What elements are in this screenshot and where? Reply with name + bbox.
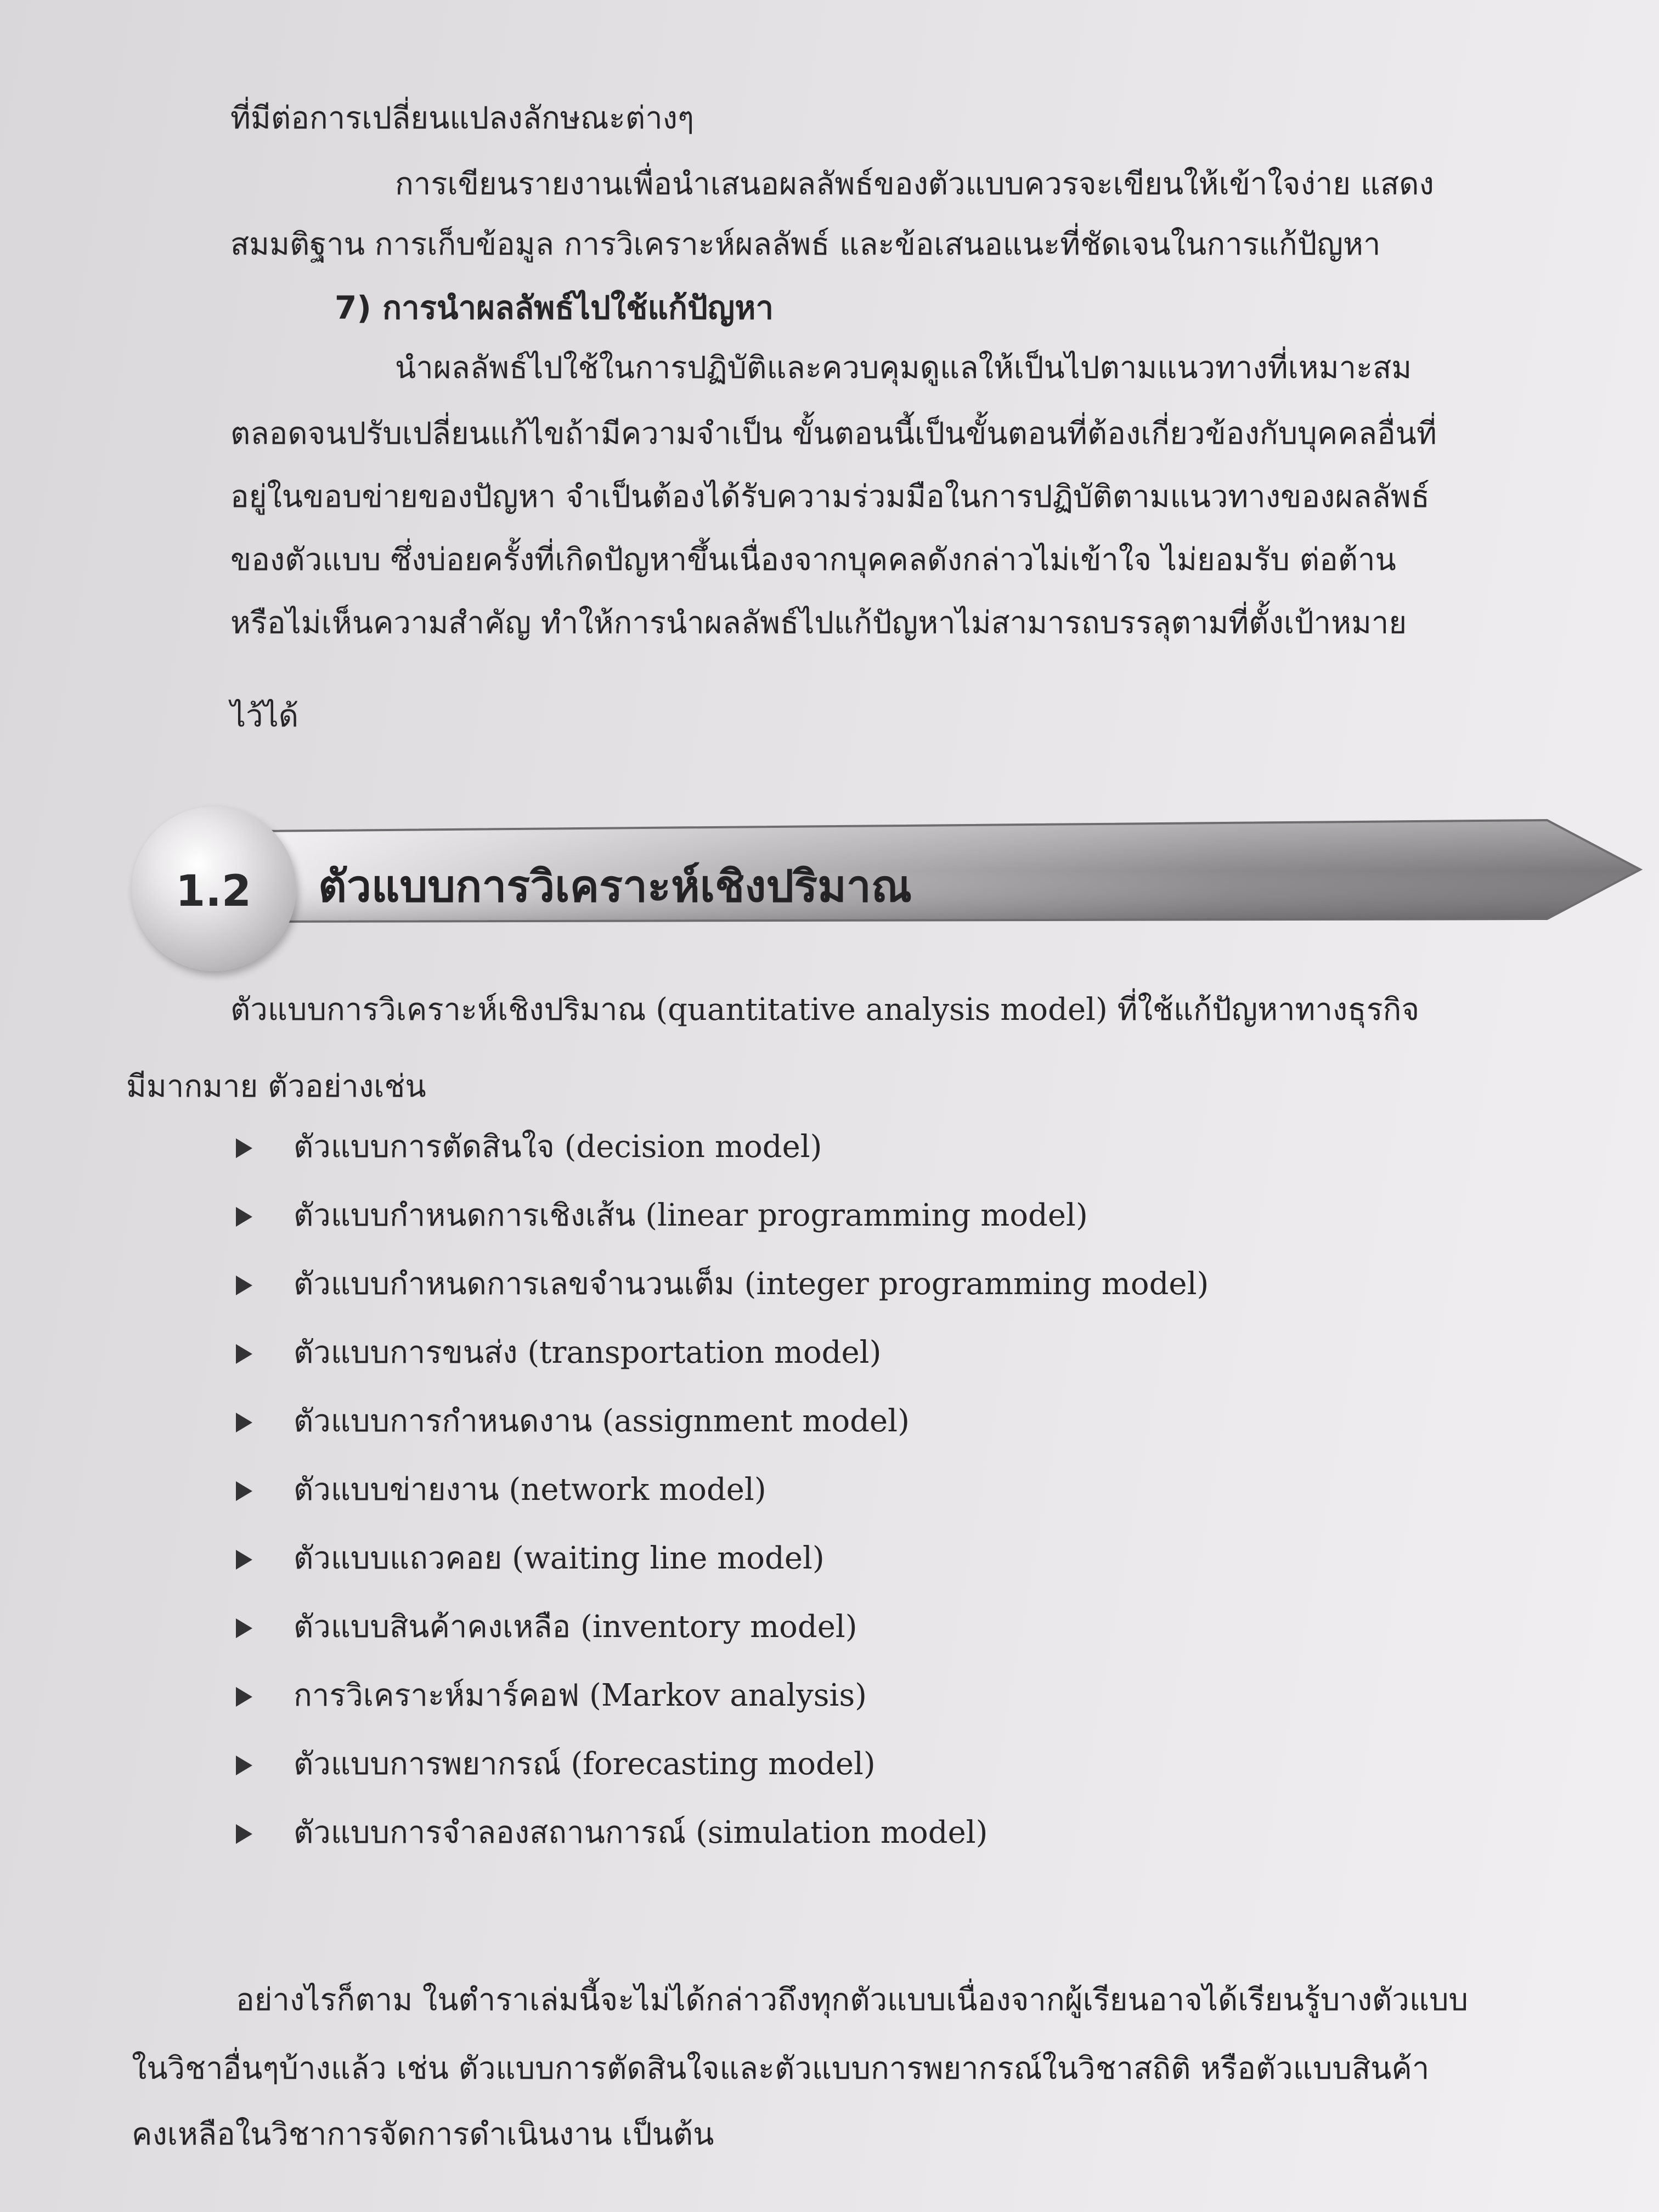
triangle-bullet-icon <box>236 1481 252 1501</box>
section-number: 1.2 <box>176 867 252 916</box>
list-item-label: ตัวแบบกำหนดการเชิงเส้น (linear programming model) <box>294 1198 1088 1233</box>
paragraph-line: ตลอดจนปรับเปลี่ยนแก้ไขถ้ามีความจำเป็น ขั้นตอนนี้เป็นขั้นตอนที่ต้องเกี่ยวข้องกับบุคคลอื่นที่ <box>230 416 1437 452</box>
paragraph-line: การเขียนรายงานเพื่อนำเสนอผลลัพธ์ของตัวแบบควรจะเขียนให้เข้าใจง่าย แสดง <box>395 166 1434 202</box>
section-banner <box>132 806 1525 971</box>
paragraph-line: ตัวแบบการวิเคราะห์เชิงปริมาณ (quantitative analysis model) ที่ใช้แก้ปัญหาทางธุรกิจ <box>230 992 1420 1028</box>
paragraph-line: สมมติฐาน การเก็บข้อมูล การวิเคราะห์ผลลัพธ์ และข้อเสนอแนะที่ชัดเจนในการแก้ปัญหา <box>230 227 1381 262</box>
triangle-bullet-icon <box>236 1138 252 1158</box>
list-item-label: ตัวแบบการกำหนดงาน (assignment model) <box>294 1403 910 1439</box>
paragraph-line: ที่มีต่อการเปลี่ยนแปลงลักษณะต่างๆ <box>230 100 695 136</box>
list-item-label: ตัวแบบการขนส่ง (transportation model) <box>294 1335 882 1370</box>
paragraph-line: อย่างไรก็ตาม ในตำราเล่มนี้จะไม่ได้กล่าวถึงทุกตัวแบบเนื่องจากผู้เรียนอาจได้เรียนรู้บางตัวแบบ <box>236 1982 1469 2018</box>
paragraph-line: ในวิชาอื่นๆบ้างแล้ว เช่น ตัวแบบการตัดสินใจและตัวแบบการพยากรณ์ในวิชาสถิติ หรือตัวแบบสินค้า <box>132 2051 1430 2086</box>
triangle-bullet-icon <box>236 1550 252 1570</box>
paragraph-line: หรือไม่เห็นความสำคัญ ทำให้การนำผลลัพธ์ไปแก้ปัญหาไม่สามารถบรรลุตามที่ตั้งเป้าหมาย <box>230 605 1407 641</box>
triangle-bullet-icon <box>236 1756 252 1775</box>
step-7-heading: 7) การนำผลลัพธ์ไปใช้แก้ปัญหา <box>335 289 774 326</box>
paragraph-line: มีมากมาย ตัวอย่างเช่น <box>126 1069 426 1104</box>
list-item-label: ตัวแบบกำหนดการเลขจำนวนเต็ม (integer programming model) <box>294 1266 1209 1302</box>
list-item-label: ตัวแบบแถวคอย (waiting line model) <box>294 1541 825 1576</box>
triangle-bullet-icon <box>236 1824 252 1844</box>
paragraph-line: คงเหลือในวิชาการจัดการดำเนินงาน เป็นต้น <box>132 2117 714 2152</box>
list-item-label: การวิเคราะห์มาร์คอฟ (Markov analysis) <box>294 1678 867 1713</box>
triangle-bullet-icon <box>236 1207 252 1227</box>
paragraph-line: ของตัวแบบ ซึ่งบ่อยครั้งที่เกิดปัญหาขึ้นเนื่องจากบุคคลดังกล่าวไม่เข้าใจ ไม่ยอมรับ ต่อต้าน <box>230 542 1396 578</box>
list-item-label: ตัวแบบการตัดสินใจ (decision model) <box>294 1129 822 1165</box>
paragraph-line: นำผลลัพธ์ไปใช้ในการปฏิบัติและควบคุมดูแลให้เป็นไปตามแนวทางที่เหมาะสม <box>395 350 1412 386</box>
paragraph-line: อยู่ในขอบข่ายของปัญหา จำเป็นต้องได้รับความร่วมมือในการปฏิบัติตามแนวทางของผลลัพธ์ <box>230 479 1430 515</box>
triangle-bullet-icon <box>236 1413 252 1432</box>
list-item-label: ตัวแบบข่ายงาน (network model) <box>294 1472 766 1508</box>
triangle-bullet-icon <box>236 1276 252 1295</box>
section-title: ตัวแบบการวิเคราะห์เชิงปริมาณ <box>318 861 912 912</box>
list-item-label: ตัวแบบการพยากรณ์ (forecasting model) <box>294 1746 876 1782</box>
list-item-label: ตัวแบบสินค้าคงเหลือ (inventory model) <box>294 1609 857 1645</box>
paragraph-line: ไว้ได้ <box>230 698 299 734</box>
triangle-bullet-icon <box>236 1618 252 1638</box>
triangle-bullet-icon <box>236 1344 252 1364</box>
triangle-bullet-icon <box>236 1687 252 1707</box>
list-item-label: ตัวแบบการจำลองสถานการณ์ (simulation model) <box>294 1815 988 1850</box>
